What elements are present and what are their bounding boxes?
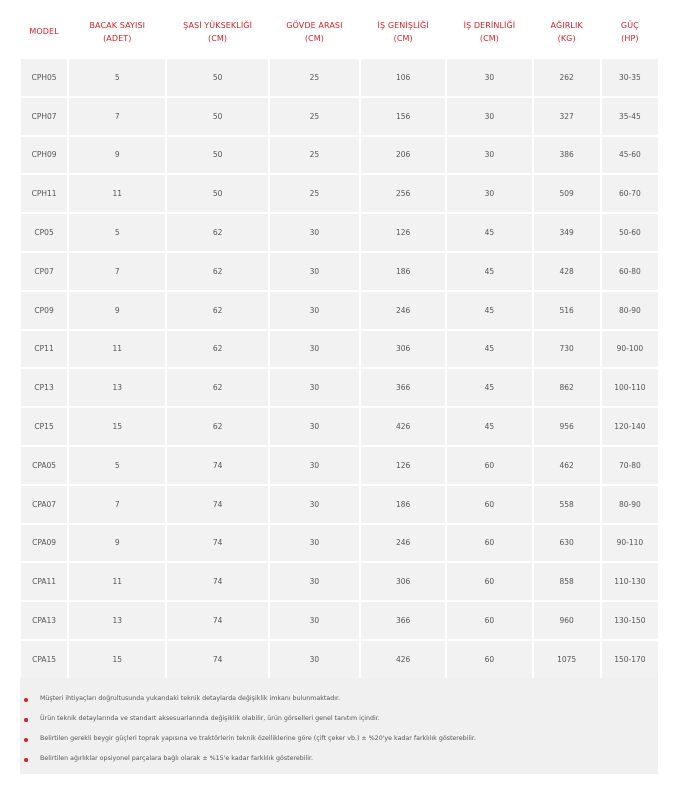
table-row: [21, 369, 658, 406]
cell-power: 30-35: [602, 59, 658, 96]
note-text: Ürün teknik detaylarında ve standart aksesuarlarında değişiklik olabilir, ürün görselleri genel tanıtım içindir.: [40, 715, 380, 722]
table-row: [21, 408, 658, 445]
header-weight: AĞIRLIK (KG): [534, 6, 600, 57]
table-row: [21, 175, 658, 212]
cell-power: 150-170: [602, 641, 658, 678]
cell-working-width: 246: [361, 525, 445, 562]
cell-weight: 862: [534, 369, 600, 406]
cell-model: CPA13: [21, 602, 67, 639]
cell-weight: 858: [534, 563, 600, 600]
cell-body-spacing: 30: [270, 525, 359, 562]
cell-power: 110-130: [602, 563, 658, 600]
cell-power: 50-60: [602, 214, 658, 251]
cell-working-width: 106: [361, 59, 445, 96]
cell-chassis-height: 74: [167, 641, 267, 678]
cell-working-depth: 45: [447, 369, 531, 406]
cell-working-depth: 30: [447, 59, 531, 96]
cell-chassis-height: 50: [167, 175, 267, 212]
cell-working-width: 186: [361, 486, 445, 523]
cell-chassis-height: 74: [167, 563, 267, 600]
cell-working-depth: 45: [447, 214, 531, 251]
cell-leg-count: 9: [69, 292, 165, 329]
table-row: [21, 525, 658, 562]
cell-model: CPH07: [21, 98, 67, 135]
cell-leg-count: 9: [69, 525, 165, 562]
cell-leg-count: 5: [69, 447, 165, 484]
cell-model: CPA05: [21, 447, 67, 484]
cell-leg-count: 11: [69, 331, 165, 368]
cell-power: 35-45: [602, 98, 658, 135]
cell-leg-count: 13: [69, 369, 165, 406]
cell-leg-count: 5: [69, 59, 165, 96]
table-row: [21, 447, 658, 484]
cell-working-width: 366: [361, 369, 445, 406]
cell-working-width: 366: [361, 602, 445, 639]
bullet-icon: [24, 738, 28, 742]
header-power: GÜÇ (HP): [602, 6, 658, 57]
bullet-icon: [24, 758, 28, 762]
note-text: Belirtilen gerekli beygir güçleri toprak yapısına ve traktörlerin teknik özelliklerine göre (çift çeker vb.) ± %20'ye kadar farklılık gösterebilir.: [40, 735, 476, 742]
cell-working-width: 306: [361, 563, 445, 600]
cell-power: 90-100: [602, 331, 658, 368]
cell-weight: 262: [534, 59, 600, 96]
cell-working-depth: 60: [447, 525, 531, 562]
cell-weight: 956: [534, 408, 600, 445]
cell-chassis-height: 50: [167, 137, 267, 174]
cell-power: 80-90: [602, 486, 658, 523]
cell-chassis-height: 50: [167, 98, 267, 135]
cell-leg-count: 15: [69, 641, 165, 678]
header-model: MODEL: [21, 6, 67, 57]
cell-weight: 428: [534, 253, 600, 290]
table-row: [21, 331, 658, 368]
cell-leg-count: 13: [69, 602, 165, 639]
cell-power: 120-140: [602, 408, 658, 445]
cell-chassis-height: 62: [167, 331, 267, 368]
cell-working-width: 126: [361, 214, 445, 251]
cell-model: CP13: [21, 369, 67, 406]
cell-working-width: 206: [361, 137, 445, 174]
cell-body-spacing: 30: [270, 447, 359, 484]
cell-chassis-height: 74: [167, 447, 267, 484]
table-row: [21, 563, 658, 600]
cell-power: 70-80: [602, 447, 658, 484]
cell-chassis-height: 74: [167, 602, 267, 639]
cell-working-depth: 30: [447, 98, 531, 135]
cell-model: CP07: [21, 253, 67, 290]
header-body-spacing: GÖVDE ARASI (CM): [270, 6, 359, 57]
cell-working-depth: 60: [447, 447, 531, 484]
cell-weight: 349: [534, 214, 600, 251]
cell-body-spacing: 30: [270, 214, 359, 251]
cell-body-spacing: 30: [270, 602, 359, 639]
cell-weight: 386: [534, 137, 600, 174]
cell-chassis-height: 62: [167, 214, 267, 251]
cell-model: CPH11: [21, 175, 67, 212]
cell-working-depth: 60: [447, 486, 531, 523]
table-row: [21, 137, 658, 174]
cell-body-spacing: 30: [270, 331, 359, 368]
cell-working-depth: 45: [447, 253, 531, 290]
cell-power: 60-70: [602, 175, 658, 212]
cell-body-spacing: 30: [270, 253, 359, 290]
cell-chassis-height: 50: [167, 59, 267, 96]
cell-leg-count: 11: [69, 563, 165, 600]
table-row: [21, 59, 658, 96]
cell-working-depth: 30: [447, 175, 531, 212]
cell-model: CP09: [21, 292, 67, 329]
cell-weight: 516: [534, 292, 600, 329]
cell-weight: 730: [534, 331, 600, 368]
cell-power: 60-80: [602, 253, 658, 290]
cell-power: 90-110: [602, 525, 658, 562]
cell-working-width: 246: [361, 292, 445, 329]
cell-working-depth: 30: [447, 137, 531, 174]
cell-power: 45-60: [602, 137, 658, 174]
table-row: [21, 292, 658, 329]
cell-leg-count: 11: [69, 175, 165, 212]
cell-body-spacing: 25: [270, 59, 359, 96]
header-chassis-height: ŞASİ YÜKSEKLİĞİ (CM): [167, 6, 267, 57]
cell-body-spacing: 30: [270, 486, 359, 523]
cell-weight: 1075: [534, 641, 600, 678]
cell-chassis-height: 62: [167, 408, 267, 445]
note-text: Belirtilen ağırlıklar opsiyonel parçalara bağlı olarak ± %15'e kadar farklılık gösterebilir.: [40, 755, 314, 762]
cell-working-depth: 60: [447, 563, 531, 600]
cell-model: CPA11: [21, 563, 67, 600]
cell-leg-count: 15: [69, 408, 165, 445]
cell-model: CPA09: [21, 525, 67, 562]
cell-weight: 462: [534, 447, 600, 484]
cell-leg-count: 7: [69, 253, 165, 290]
bullet-icon: [24, 698, 28, 702]
cell-chassis-height: 62: [167, 253, 267, 290]
cell-body-spacing: 25: [270, 98, 359, 135]
table-row: [21, 486, 658, 523]
cell-working-width: 426: [361, 408, 445, 445]
note-text: Müşteri ihtiyaçları doğrultusunda yukarıdaki teknik detaylarda değişiklik imkanı bulunmaktadır.: [40, 695, 340, 702]
cell-body-spacing: 30: [270, 292, 359, 329]
cell-working-width: 126: [361, 447, 445, 484]
cell-weight: 960: [534, 602, 600, 639]
cell-weight: 558: [534, 486, 600, 523]
table-header-row: [21, 6, 658, 57]
cell-model: CPA15: [21, 641, 67, 678]
cell-body-spacing: 25: [270, 137, 359, 174]
cell-body-spacing: 30: [270, 563, 359, 600]
cell-working-depth: 60: [447, 641, 531, 678]
cell-working-width: 156: [361, 98, 445, 135]
cell-weight: 327: [534, 98, 600, 135]
header-working-width: İŞ GENİŞLİĞİ (CM): [361, 6, 445, 57]
cell-model: CPH09: [21, 137, 67, 174]
notes-box: [20, 678, 658, 774]
cell-leg-count: 7: [69, 98, 165, 135]
cell-working-depth: 45: [447, 292, 531, 329]
cell-body-spacing: 30: [270, 641, 359, 678]
cell-body-spacing: 30: [270, 408, 359, 445]
header-leg-count: BACAK SAYISI (ADET): [69, 6, 165, 57]
cell-chassis-height: 62: [167, 292, 267, 329]
bullet-icon: [24, 718, 28, 722]
cell-working-width: 256: [361, 175, 445, 212]
cell-leg-count: 9: [69, 137, 165, 174]
cell-model: CP05: [21, 214, 67, 251]
cell-body-spacing: 30: [270, 369, 359, 406]
cell-model: CP11: [21, 331, 67, 368]
cell-weight: 630: [534, 525, 600, 562]
cell-model: CPH05: [21, 59, 67, 96]
cell-working-depth: 60: [447, 602, 531, 639]
spec-table-container: [20, 4, 660, 680]
cell-body-spacing: 25: [270, 175, 359, 212]
table-row: [21, 602, 658, 639]
cell-chassis-height: 74: [167, 525, 267, 562]
table-row: [21, 98, 658, 135]
cell-working-width: 306: [361, 331, 445, 368]
table-row: [21, 641, 658, 678]
table-row: [21, 253, 658, 290]
table-row: [21, 214, 658, 251]
spec-table: [19, 4, 660, 680]
cell-working-width: 186: [361, 253, 445, 290]
header-working-depth: İŞ DERİNLİĞİ (CM): [447, 6, 531, 57]
cell-leg-count: 7: [69, 486, 165, 523]
cell-model: CPA07: [21, 486, 67, 523]
cell-model: CP15: [21, 408, 67, 445]
cell-power: 130-150: [602, 602, 658, 639]
cell-working-width: 426: [361, 641, 445, 678]
cell-weight: 509: [534, 175, 600, 212]
cell-chassis-height: 62: [167, 369, 267, 406]
cell-leg-count: 5: [69, 214, 165, 251]
cell-power: 80-90: [602, 292, 658, 329]
cell-power: 100-110: [602, 369, 658, 406]
cell-working-depth: 45: [447, 408, 531, 445]
cell-chassis-height: 74: [167, 486, 267, 523]
table-body: [21, 59, 658, 678]
cell-working-depth: 45: [447, 331, 531, 368]
